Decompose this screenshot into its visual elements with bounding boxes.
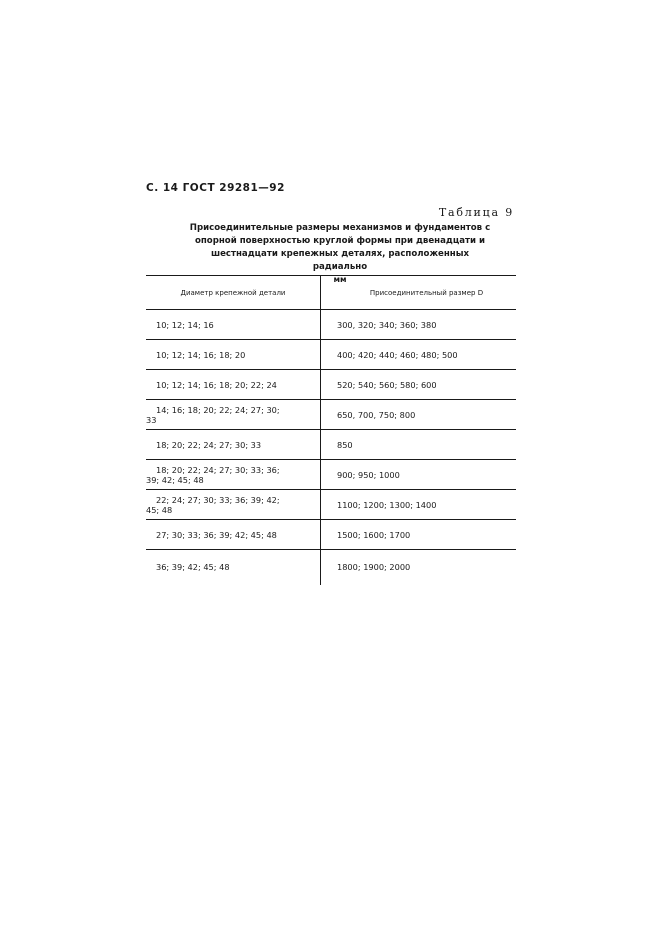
- size-cell: 650, 700, 750; 800: [337, 409, 416, 420]
- diameter-values: 36; 39; 42; 45; 48: [156, 562, 230, 573]
- size-cell: 900; 950; 1000: [337, 469, 400, 480]
- size-cell: 1500; 1600; 1700: [337, 529, 411, 540]
- size-cell: 850: [337, 439, 353, 450]
- page-header: С. 14 ГОСТ 29281—92: [146, 182, 285, 194]
- table-row: [146, 520, 516, 550]
- diameter-cell: [146, 520, 321, 550]
- diameter-cell: [146, 550, 321, 585]
- diameter-cell: [146, 430, 321, 460]
- diameter-values: 27; 30; 33; 36; 39; 42; 45; 48: [156, 529, 277, 540]
- table-row: [146, 400, 516, 430]
- table-number: Таблица 9: [438, 206, 514, 219]
- table-row: [146, 550, 516, 585]
- diameter-values: 22; 24; 27; 30; 33; 36; 39; 42;: [156, 494, 280, 505]
- table-header-row: [146, 276, 516, 310]
- size-cell: 1100; 1200; 1300; 1400: [337, 499, 437, 510]
- diameter-values: 18; 20; 22; 24; 27; 30; 33; 36;: [156, 464, 280, 475]
- column-header-diameter: Диаметр крепежной детали: [146, 276, 321, 310]
- table-row: [146, 490, 516, 520]
- caption-text: Присоединительные размеры механизмов и фундаментов с опорной поверхностью круглой формы при двенадцати и шестнадцати крепежных деталях, расположенных радиально: [189, 223, 491, 272]
- diameter-values: 14; 16; 18; 20; 22; 24; 27; 30;: [156, 404, 280, 415]
- diameter-cell: [146, 400, 321, 430]
- size-cell: 1800; 1900; 2000: [337, 562, 411, 573]
- table-row: [146, 460, 516, 490]
- size-cell: 300, 320; 340; 360; 380: [337, 319, 437, 330]
- diameter-values: 10; 12; 14; 16; 18; 20; 22; 24: [156, 379, 277, 390]
- diameter-cell: [146, 310, 321, 340]
- diameter-values: 10; 12; 14; 16; 18; 20: [156, 349, 246, 360]
- diameter-cell: [146, 340, 321, 370]
- diameter-cell: [146, 490, 321, 520]
- diameter-values-cont: 45; 48: [146, 504, 173, 515]
- size-cell: 400; 420; 440; 460; 480; 500: [337, 349, 458, 360]
- units-label: мм: [333, 275, 347, 284]
- column-header-size: Присоединительный размер D: [369, 288, 484, 297]
- table-row: [146, 370, 516, 400]
- table-row: [146, 340, 516, 370]
- diameter-values-cont: 33: [146, 414, 157, 425]
- dimensions-table: [146, 275, 516, 585]
- diameter-cell: [146, 460, 321, 490]
- table-row: [146, 310, 516, 340]
- size-cell: 520; 540; 560; 580; 600: [337, 379, 437, 390]
- diameter-values: 10; 12; 14; 16: [156, 319, 214, 330]
- diameter-values: 18; 20; 22; 24; 27; 30; 33: [156, 439, 262, 450]
- diameter-cell: [146, 370, 321, 400]
- diameter-values-cont: 39; 42; 45; 48: [146, 474, 204, 485]
- table-row: [146, 430, 516, 460]
